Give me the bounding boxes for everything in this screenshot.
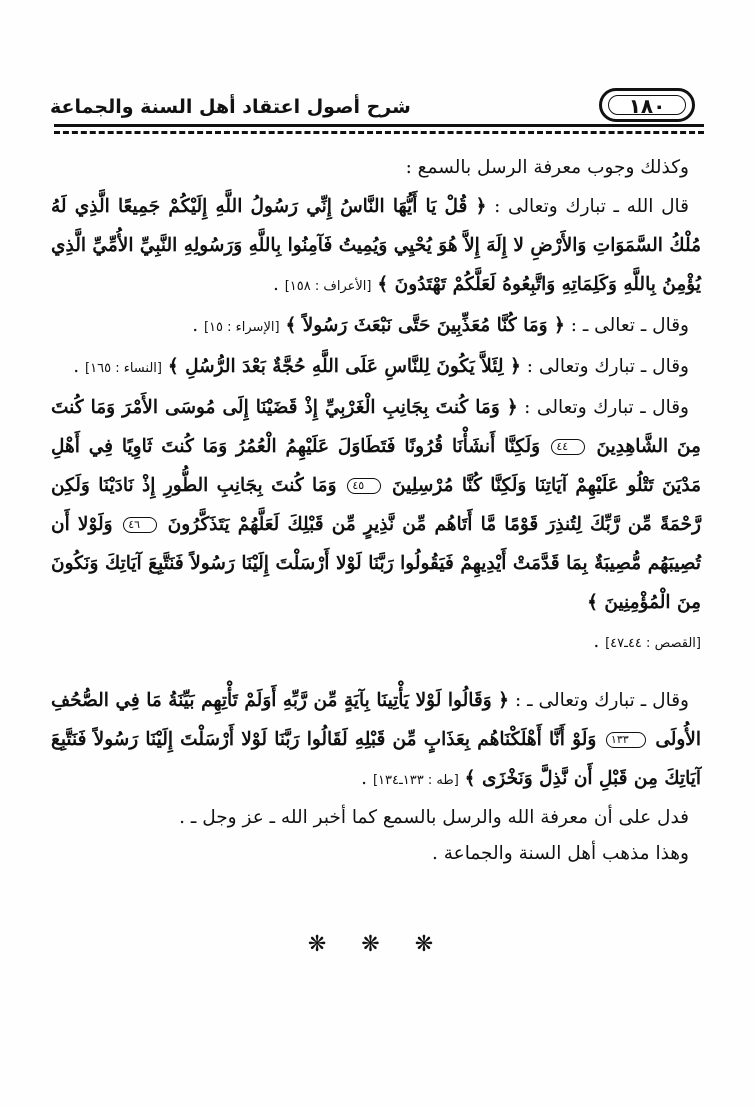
quran-verse: وَلَوْلا أَن تُصِيبَهُم مُّصِيبَةٌ بِمَا قَدَّمَتْ أَيْدِيهِمْ فَيَقُولُوا رَبَّنَا لَوْلا أَرْسَلْتَ إِلَيْنَا رَسُولاً فَنَتَّبِعَ آيَاتِكَ وَنَكُونَ مِنَ الْمُؤْمِنِينَ ﴾ [51,514,701,613]
header-dashed-rule [54,131,704,134]
header-rule [54,124,704,127]
quran-verse: وَلَوْ أَنَّا أَهْلَكْنَاهُم بِعَذَابٍ مِّن قَبْلِهِ لَقَالُوا رَبَّنَا لَوْلا أَرْسَلْتَ إِلَيْنَا رَسُولاً فَنَتَّبِعَ آيَاتِكَ مِن قَبْلِ أَن نَّذِلَّ وَنَخْزَى ﴾ [51,729,701,789]
quran-verse: ﴿ قُلْ يَا أَيُّهَا النَّاسُ إِنِّي رَسُولُ اللَّهِ إِلَيْكُمْ جَمِيعًا الَّذِي لَهُ مُلْكُ السَّمَوَاتِ وَالأَرْضِ لا إِلَهَ إِلاَّ هُوَ يُحْيِي وَيُمِيتُ فَآمِنُوا بِاللَّهِ وَرَسُولِهِ النَّبِيِّ الأُمِّيِّ الَّذِي يُؤْمِنُ بِاللَّهِ وَكَلِمَاتِهِ وَاتَّبِعُوهُ لَعَلَّكُمْ تَهْتَدُونَ ﴾ [51,196,701,295]
conclusion-text: فدل على أن معرفة الله والرسل بالسمع كما أخبر الله ـ عز وجل ـ . [179,807,689,828]
quran-verse: وَلَكِنَّا أَنشَأْنَا قُرُونًا فَتَطَاوَلَ عَلَيْهِمُ الْعُمُرُ وَمَا كُنتَ ثَاوِيًا فِي أَهْلِ مَدْيَنَ تَتْلُو عَلَيْهِمْ آيَاتِنَا وَلَكِنَّا كُنَّا مُرْسِلِينَ [51,436,701,496]
quran-verse: ﴿ وَمَا كُنَّا مُعَذِّبِينَ حَتَّى نَبْعَثَ رَسُولاً ﴾ [285,315,565,336]
full-stop: . [272,274,285,295]
page-header [50,88,705,124]
paragraph-gap [51,663,701,681]
quran-verse: ﴿ وَمَا كُنتَ بِجَانِبِ الْغَرْبِيِّ إِذْ قَضَيْنَا إِلَى مُوسَى الأَمْرَ وَمَا كُنتَ مِنَ الشَّاهِدِينَ [51,397,701,457]
closing-paragraph [51,836,701,872]
page-number: ١٨٠ [628,94,666,118]
intro-paragraph [51,148,701,187]
intro-text: وكذلك وجوب معرفة الرسل بالسمع : [405,157,689,178]
verse-reference: [القصص : ٤٤ـ٤٧] [605,636,701,651]
quran-verse: ﴿ لِئَلاَّ يَكُونَ لِلنَّاسِ عَلَى اللَّهِ حُجَّةٌ بَعْدَ الرُّسُلِ ﴾ [167,356,521,377]
paragraph-al-isra [51,306,701,347]
quran-verse: ﴿ وَقَالُوا لَوْلا يَأْتِينَا بِآيَةٍ مِّن رَّبِّهِ أَوَلَمْ تَأْتِهِم بَيِّنَةُ مَا فِي الصُّحُفِ الأُولَى [51,690,701,750]
conclusion-paragraph [51,800,701,836]
verse-reference: [النساء : ١٦٥] [85,361,162,376]
paragraph-taha [51,681,701,800]
verse-reference: [الأعراف : ١٥٨] [284,279,372,294]
lead-text: وقال ـ تعالى ـ : [564,315,689,336]
lead-text: قال الله ـ تبارك وتعالى : [486,196,689,217]
full-stop: . [192,315,204,336]
page-body [51,148,701,872]
section-separator: ❋ ❋ ❋ [307,932,448,957]
verse-number-marker: ٤٥ [347,478,381,494]
verse-number-marker: ٤٤ [551,439,585,455]
lead-text: وقال ـ تبارك وتعالى ـ : [509,690,689,711]
paragraph-al-qasas [51,388,701,663]
book-title: شرح أصول اعتقاد أهل السنة والجماعة [50,96,411,118]
paragraph-al-araf [51,187,701,306]
verse-number-marker: ٤٦ [123,517,157,533]
full-stop: . [73,356,86,377]
verse-reference: [الإسراء : ١٥] [203,320,280,335]
page-number-badge [599,88,695,122]
lead-text: وقال ـ تبارك وتعالى : [517,397,689,418]
verse-number-marker: ١٣٣ [606,732,646,748]
verse-reference: [طه : ١٣٣ـ١٣٤] [372,773,459,788]
full-stop: . [361,768,373,789]
closing-text: وهذا مذهب أهل السنة والجماعة . [432,843,689,864]
lead-text: وقال ـ تبارك وتعالى : [520,356,689,377]
quran-verse: وَمَا كُنتَ بِجَانِبِ الطُّورِ إِذْ نَادَيْنَا وَلَكِن رَّحْمَةً مِّن رَّبِّكَ لِتُنذِرَ قَوْمًا مَّا أَتَاهُم مِّن نَّذِيرٍ مِّن قَبْلِكَ لَعَلَّهُمْ يَتَذَكَّرُونَ [51,475,701,535]
full-stop: . [593,631,606,652]
paragraph-an-nisa [51,347,701,388]
